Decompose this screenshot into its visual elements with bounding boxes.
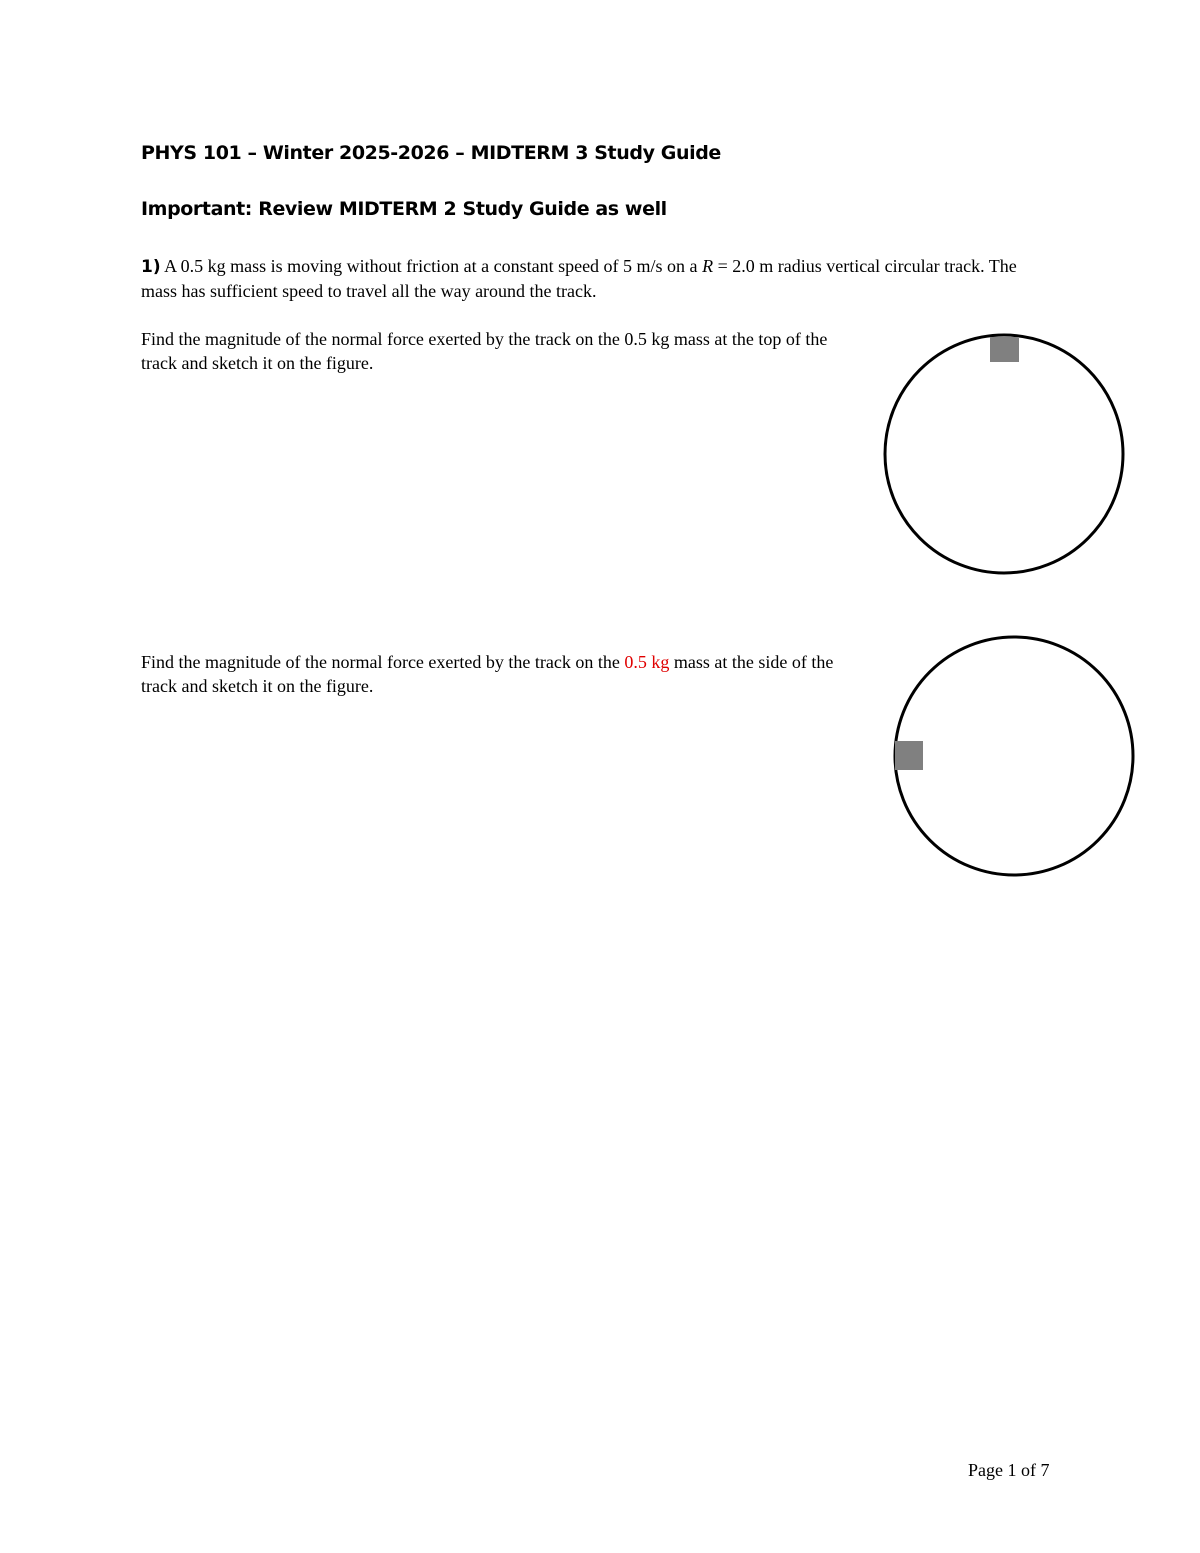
page-subtitle: Important: Review MIDTERM 2 Study Guide as well (141, 198, 667, 220)
page-title: PHYS 101 – Winter 2025-2026 – MIDTERM 3 Study Guide (141, 142, 721, 164)
problem-1-statement (141, 254, 1041, 303)
question-side-text-part2: mass at the side of the track and sketch it on the figure. (141, 652, 834, 696)
circular-track-figure-top (880, 330, 1130, 580)
mass-block-top (990, 337, 1019, 362)
question-top-of-track: Find the magnitude of the normal force exerted by the track on the 0.5 kg mass at the top of the track and sketch it on the figure. (141, 329, 828, 373)
problem-text-part2: = 2.0 m radius vertical circular track. The mass has sufficient speed to travel all the way around the track. (141, 256, 1017, 301)
radius-variable: R (702, 256, 714, 276)
page-number: Page 1 of 7 (968, 1460, 1050, 1480)
problem-number: 1) (141, 257, 161, 277)
highlighted-mass: 0.5 kg (624, 652, 670, 672)
circular-track (895, 637, 1133, 875)
circular-track-figure-side (890, 632, 1140, 882)
mass-block-side (895, 741, 923, 770)
circular-track (885, 335, 1123, 573)
problem-text-part1: A 0.5 kg mass is moving without friction at a constant speed of 5 m/s on a (160, 256, 703, 276)
question-side-text-part1: Find the magnitude of the normal force exerted by the track on the (141, 652, 625, 672)
question-side-of-track (141, 650, 861, 698)
